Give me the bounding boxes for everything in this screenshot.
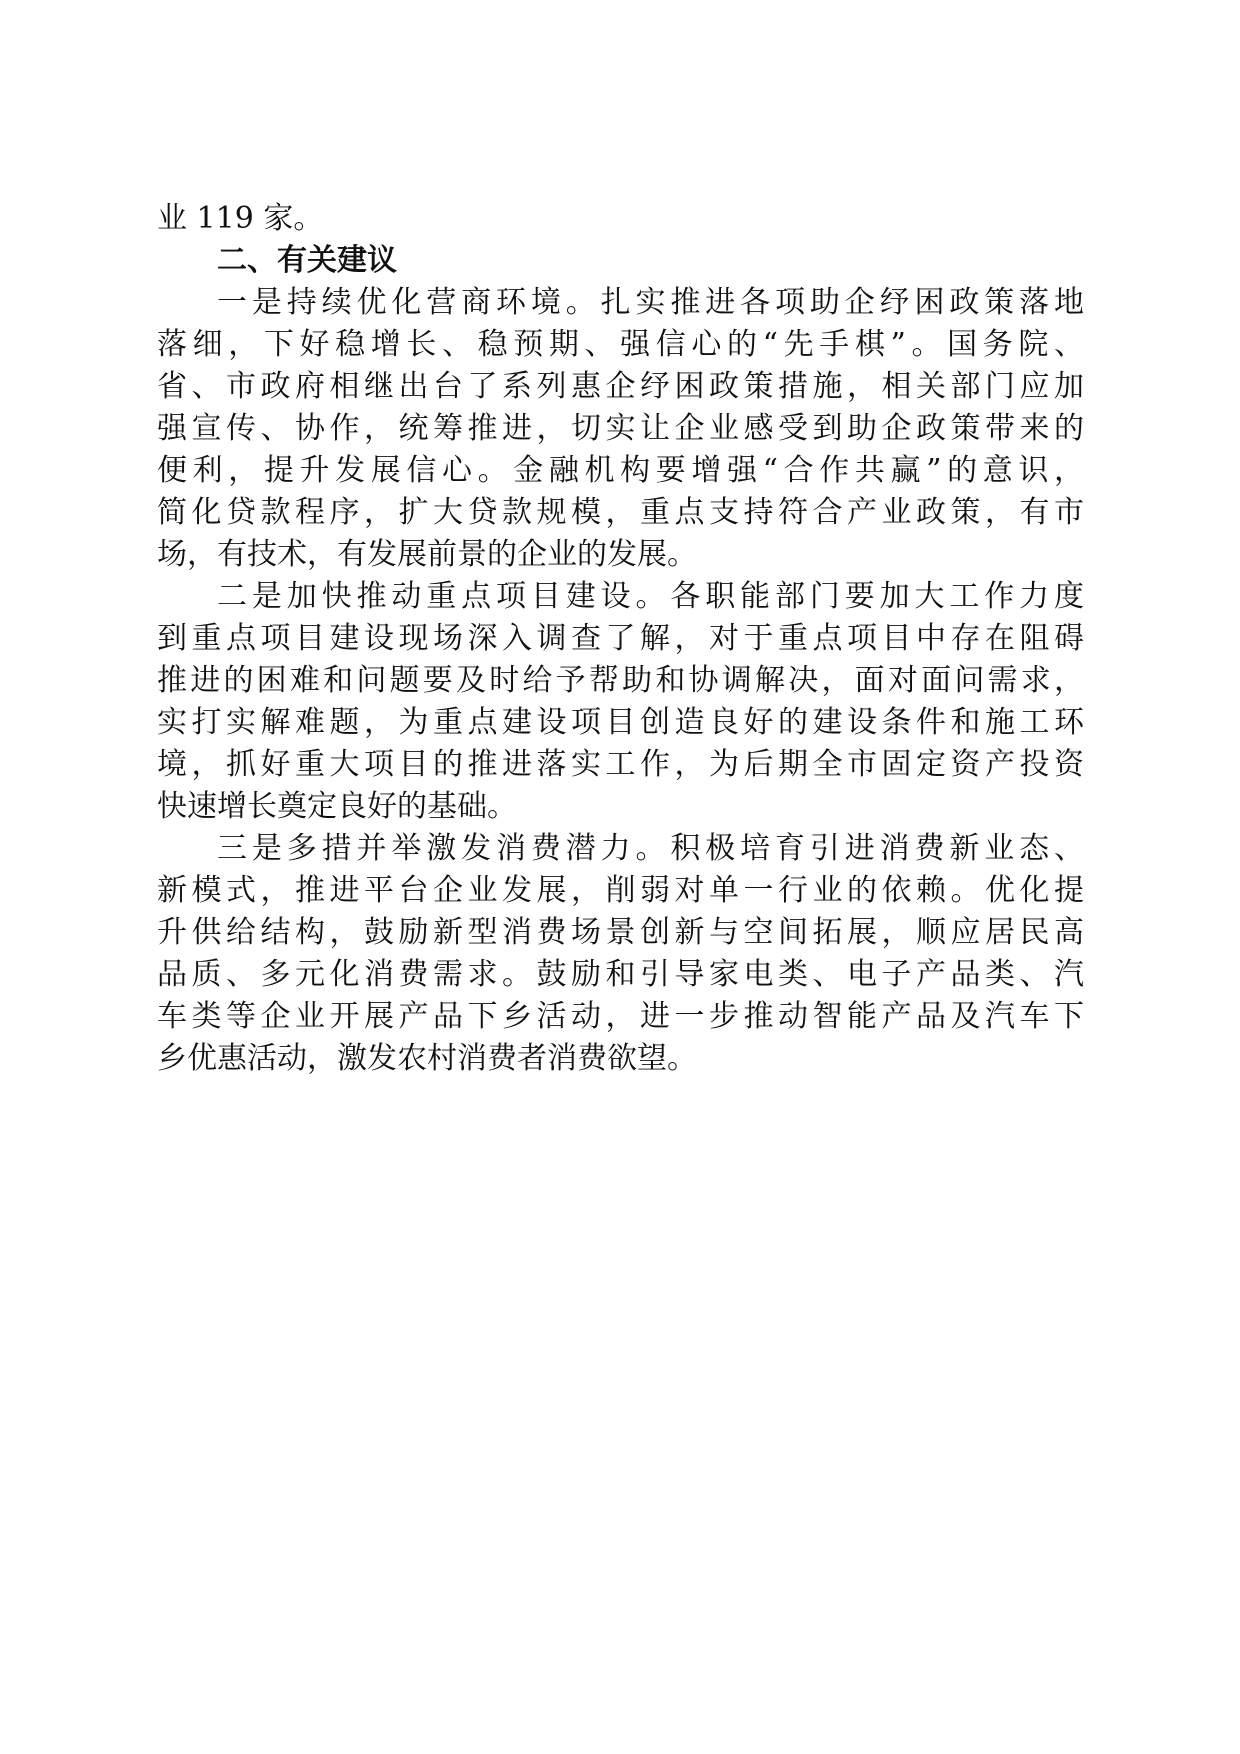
section-heading: 二、有关建议: [217, 243, 397, 278]
paragraph-line: 到重点项目建设现场深入调查了解，对于重点项目中存在阻碍: [157, 621, 1084, 656]
document-body: [157, 198, 1084, 1080]
paragraph-1: [157, 282, 1084, 576]
paragraph-line: 场，有技术，有发展前景的企业的发展。: [157, 537, 697, 572]
paragraph-line: 快速增长奠定良好的基础。: [157, 789, 517, 824]
paragraph-line: 落细，下好稳增长、稳预期、强信心的“先手棋”。国务院、: [157, 327, 1084, 362]
fragment-line: 业 119 家。: [157, 201, 324, 236]
paragraph-line: 升供给结构，鼓励新型消费场景创新与空间拓展，顺应居民高: [157, 915, 1084, 950]
paragraph-line: 车类等企业开展产品下乡活动，进一步推动智能产品及汽车下: [157, 999, 1084, 1034]
paragraph-3: [157, 828, 1084, 1080]
paragraph-line: 省、市政府相继出台了系列惠企纾困政策措施，相关部门应加: [157, 369, 1084, 404]
paragraph-2: [157, 576, 1084, 828]
paragraph-line: 简化贷款程序，扩大贷款规模，重点支持符合产业政策，有市: [157, 495, 1084, 530]
paragraph-line: 新模式，推进平台企业发展，削弱对单一行业的依赖。优化提: [157, 873, 1084, 908]
paragraph-line: 实打实解难题，为重点建设项目创造良好的建设条件和施工环: [157, 705, 1084, 740]
paragraph-line: 强宣传、协作，统筹推进，切实让企业感受到助企政策带来的: [157, 411, 1084, 446]
paragraph-line: 品质、多元化消费需求。鼓励和引导家电类、电子产品类、汽: [157, 957, 1084, 992]
paragraph-line: 乡优惠活动，激发农村消费者消费欲望。: [157, 1041, 697, 1076]
paragraph-line: 推进的困难和问题要及时给予帮助和协调解决，面对面问需求，: [157, 663, 1084, 698]
paragraph-line: 境，抓好重大项目的推进落实工作，为后期全市固定资产投资: [157, 747, 1084, 782]
paragraph-line: 三是多措并举激发消费潜力。积极培育引进消费新业态、: [217, 831, 1084, 866]
paragraph-line: 一是持续优化营商环境。扎实推进各项助企纾困政策落地: [217, 285, 1084, 320]
paragraph-line: 便利，提升发展信心。金融机构要增强“合作共赢”的意识，: [157, 453, 1084, 488]
paragraph-line: 二是加快推动重点项目建设。各职能部门要加大工作力度: [217, 579, 1084, 614]
